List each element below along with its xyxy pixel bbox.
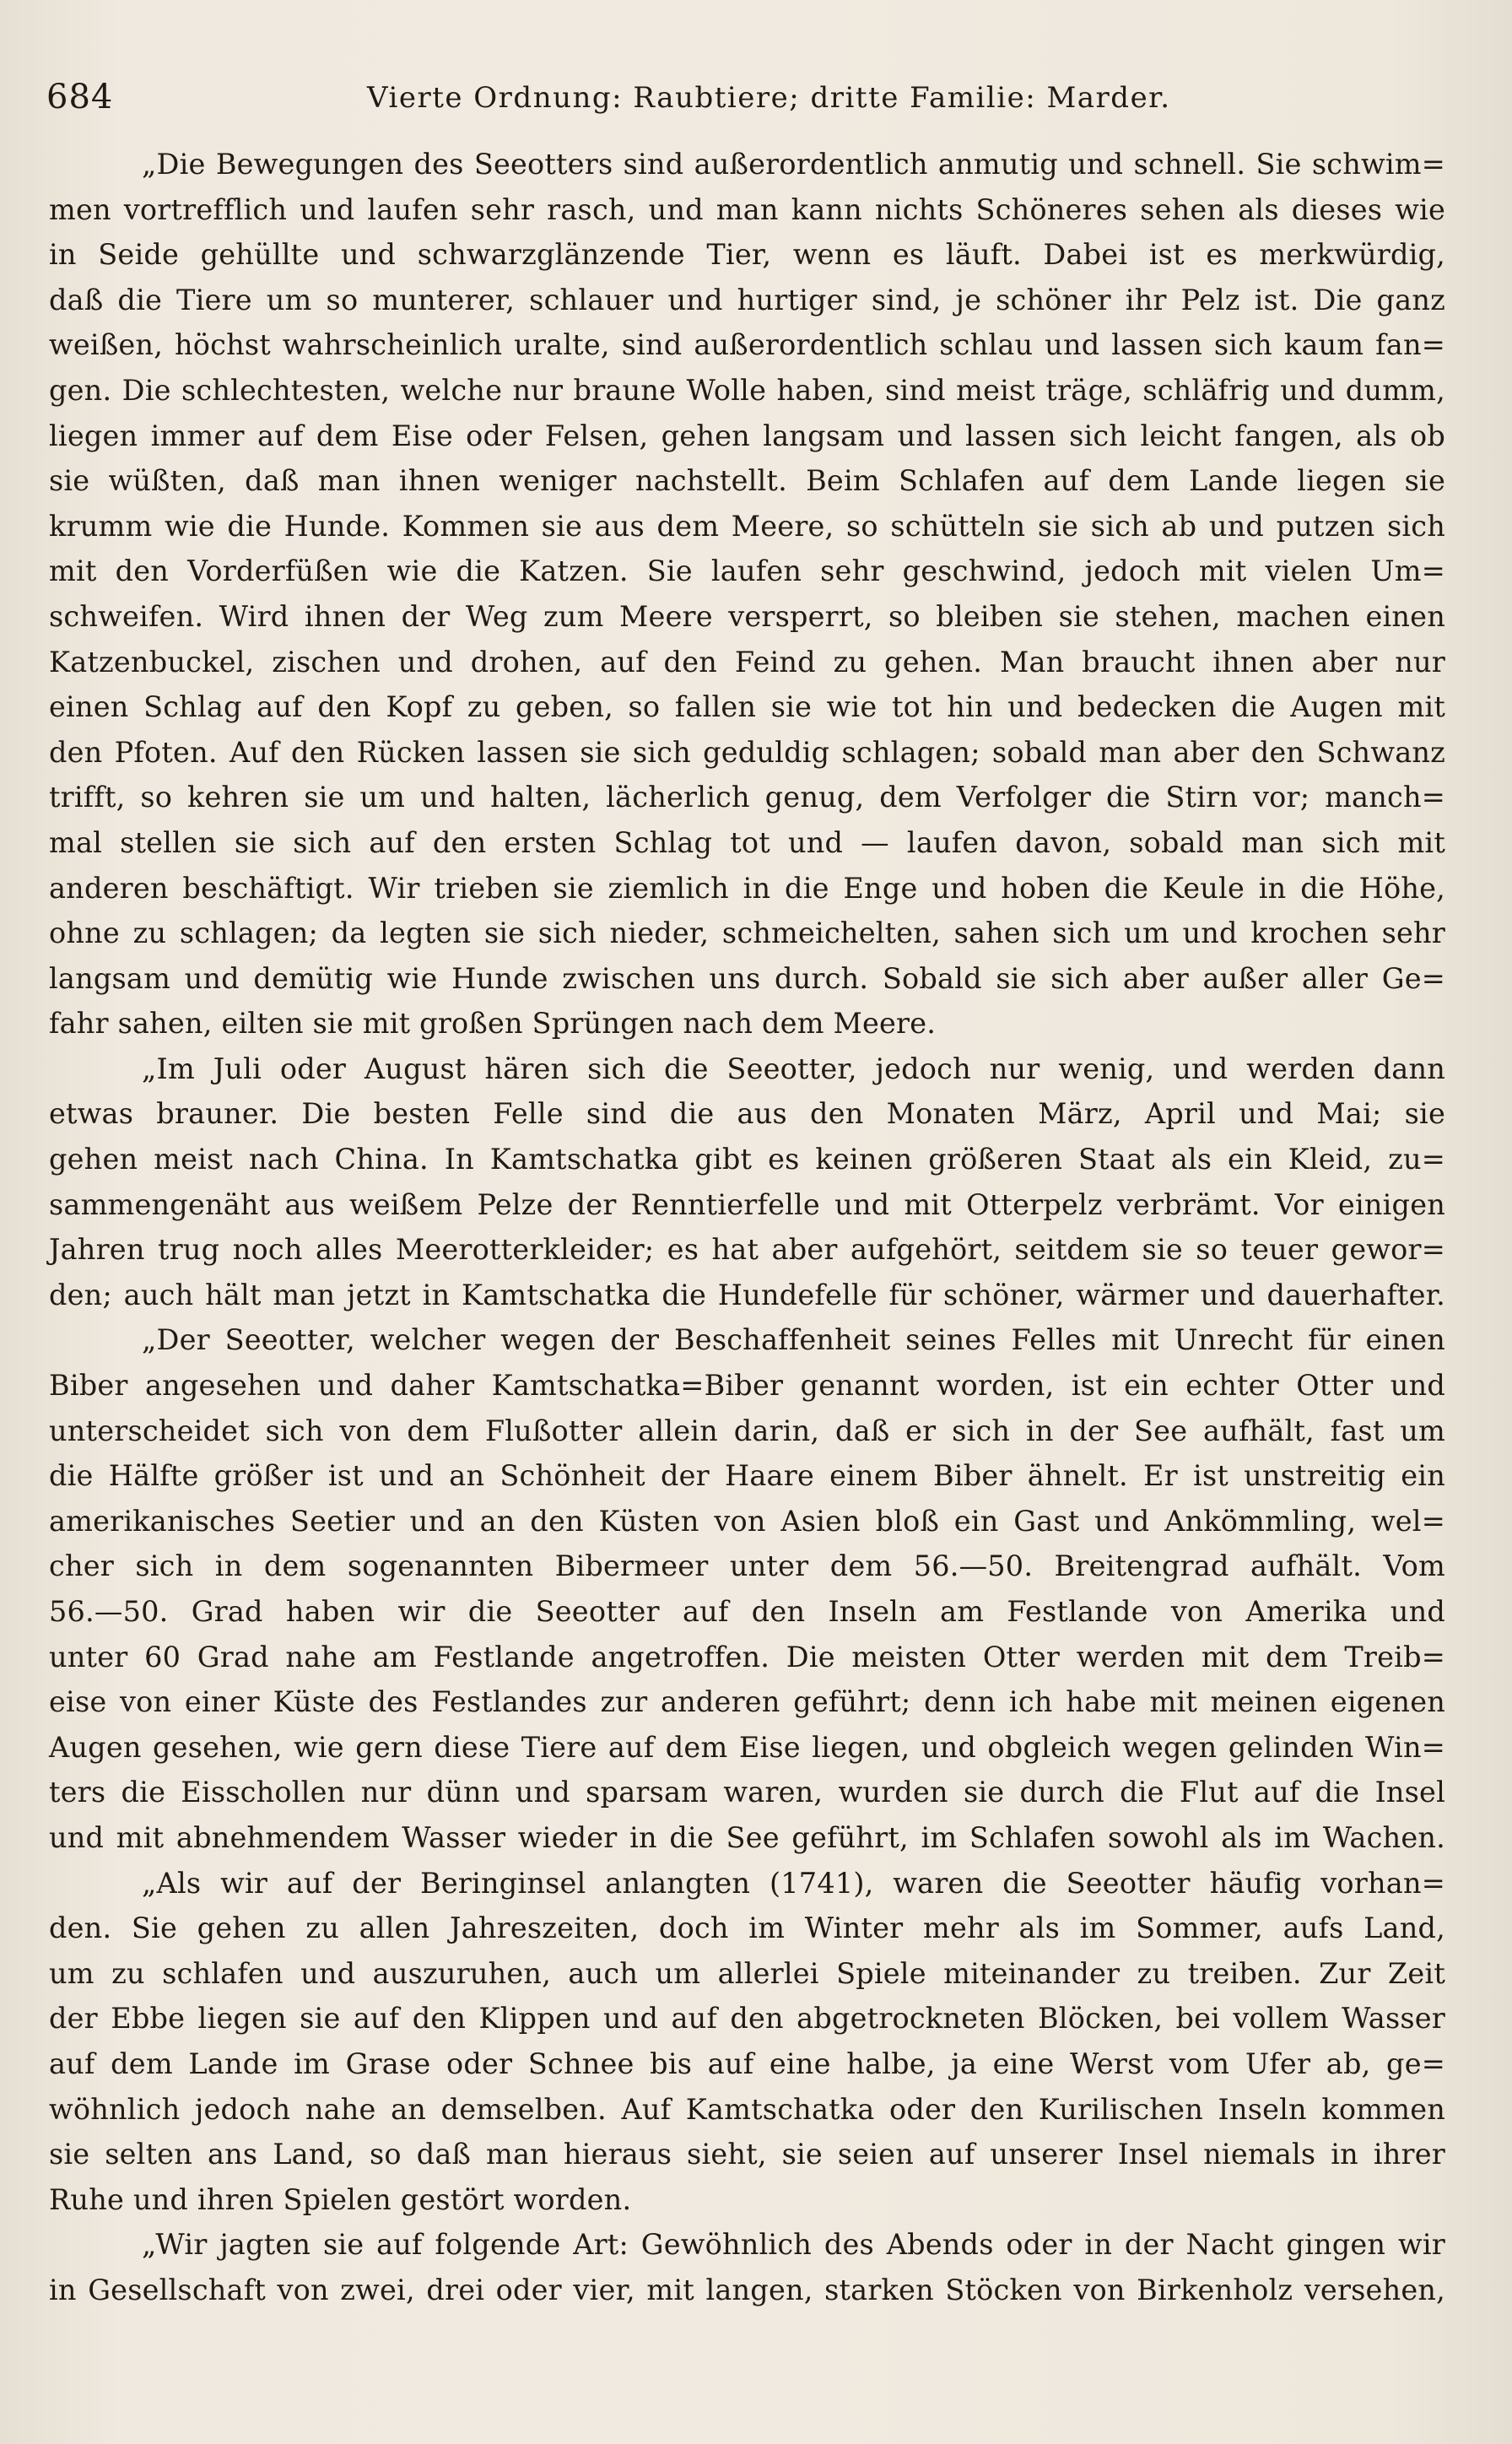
text-line: cher sich in dem sogenannten Bibermeer unter dem 56.—50. Breitengrad aufhält. Vom <box>49 1549 1445 1583</box>
text-line: „Der Seeotter, welcher wegen der Beschaffenheit seines Felles mit Unrecht für einen <box>142 1323 1445 1357</box>
text-line: den; auch hält man jetzt in Kamtschatka die Hundefelle für schöner, wärmer und dauerhafter. <box>49 1278 1445 1311</box>
text-line: amerikanisches Seetier und an den Küsten von Asien bloß ein Gast und Ankömmling, wel= <box>49 1504 1445 1538</box>
text-line: daß die Tiere um so munterer, schlauer und hurtiger sind, je schöner ihr Pelz ist. Die ganz <box>49 283 1445 316</box>
text-line: und mit abnehmendem Wasser wieder in die See geführt, im Schlafen sowohl als im Wachen. <box>49 1820 1445 1854</box>
text-line: die Hälfte größer ist und an Schönheit der Haare einem Biber ähnelt. Er ist unstreitig ein <box>49 1459 1445 1493</box>
text-line: gehen meist nach China. In Kamtschatka gibt es keinen größeren Staat als ein Kleid, zu= <box>49 1143 1445 1176</box>
text-line: der Ebbe liegen sie auf den Klippen und auf den abgetrockneten Blöcken, bei vollem Wasser <box>49 2002 1445 2036</box>
text-line: 56.—50. Grad haben wir die Seeotter auf den Inseln am Festlande von Amerika und <box>49 1595 1445 1628</box>
text-line: eise von einer Küste des Festlandes zur anderen geführt; denn ich habe mit meinen eigenen <box>49 1685 1445 1719</box>
text-line: anderen beschäftigt. Wir trieben sie ziemlich in die Enge und hoben die Keule in die Höhe, <box>49 871 1445 905</box>
text-line: auf dem Lande im Grase oder Schnee bis auf eine halbe, ja eine Werst vom Ufer ab, ge= <box>49 2047 1445 2080</box>
text-line: sie selten ans Land, so daß man hieraus sieht, sie seien auf unserer Insel niemals in ihrer <box>49 2138 1445 2171</box>
text-line: um zu schlafen und auszuruhen, auch um allerlei Spiele miteinander zu treiben. Zur Zeit <box>49 1956 1445 1990</box>
text-line: schweifen. Wird ihnen der Weg zum Meere versperrt, so bleiben sie stehen, machen einen <box>49 599 1445 633</box>
text-line: etwas brauner. Die besten Felle sind die aus den Monaten März, April und Mai; sie <box>49 1097 1445 1131</box>
text-line: gen. Die schlechtesten, welche nur braune Wolle haben, sind meist träge, schläfrig und dumm, <box>49 373 1445 407</box>
text-line: „Die Bewegungen des Seeotters sind außerordentlich anmutig und schnell. Sie schwim= <box>142 148 1445 181</box>
text-line: fahr sahen, eilten sie mit großen Sprüngen nach dem Meere. <box>49 1007 937 1041</box>
page-header <box>46 78 1443 128</box>
page-number: 684 <box>46 78 114 116</box>
text-line: Katzenbuckel, zischen und drohen, auf den Feind zu gehen. Man braucht ihnen aber nur <box>49 645 1445 679</box>
text-line: sammengenäht aus weißem Pelze der Renntierfelle und mit Otterpelz verbrämt. Vor einigen <box>49 1187 1445 1221</box>
body-text <box>49 142 1445 2313</box>
text-line: „Wir jagten sie auf folgende Art: Gewöhnlich des Abends oder in der Nacht gingen wir <box>142 2228 1445 2262</box>
text-line: „Als wir auf der Beringinsel anlangten (1741), waren die Seeotter häufig vorhan= <box>142 1866 1445 1900</box>
text-line: sie wüßten, daß man ihnen weniger nachstellt. Beim Schlafen auf dem Lande liegen sie <box>49 464 1445 498</box>
text-line: liegen immer auf dem Eise oder Felsen, gehen langsam und lassen sich leicht fangen, als ob <box>49 419 1445 452</box>
text-line: in Seide gehüllte und schwarzglänzende Tier, wenn es läuft. Dabei ist es merkwürdig, <box>49 238 1445 272</box>
text-line: mit den Vorderfüßen wie die Katzen. Sie laufen sehr geschwind, jedoch mit vielen Um= <box>49 554 1445 588</box>
text-line: ters die Eisschollen nur dünn und sparsam waren, wurden sie durch die Flut auf die Insel <box>49 1776 1445 1809</box>
text-line: „Im Juli oder August hären sich die Seeotter, jedoch nur wenig, und werden dann <box>142 1052 1445 1085</box>
text-line: einen Schlag auf den Kopf zu geben, so fallen sie wie tot hin und bedecken die Augen mit <box>49 690 1445 724</box>
text-line: den. Sie gehen zu allen Jahreszeiten, doch im Winter mehr als im Sommer, aufs Land, <box>49 1911 1445 1945</box>
text-line: Biber angesehen und daher Kamtschatka=Biber genannt worden, ist ein echter Otter und <box>49 1369 1445 1403</box>
text-line: den Pfoten. Auf den Rücken lassen sie sich geduldig schlagen; sobald man aber den Schwanz <box>49 735 1445 769</box>
text-line: ohne zu schlagen; da legten sie sich nieder, schmeichelten, sahen sich um und krochen sehr <box>49 916 1445 950</box>
text-line: trifft, so kehren sie um und halten, lächerlich genug, dem Verfolger die Stirn vor; manch= <box>49 781 1445 814</box>
text-line: unter 60 Grad nahe am Festlande angetroffen. Die meisten Otter werden mit dem Treib= <box>49 1640 1445 1673</box>
text-line: wöhnlich jedoch nahe an demselben. Auf Kamtschatka oder den Kurilischen Inseln kommen <box>49 2092 1445 2126</box>
text-line: men vortrefflich und laufen sehr rasch, und man kann nichts Schöneres sehen als dieses wie <box>49 192 1445 226</box>
text-line: mal stellen sie sich auf den ersten Schlag tot und — laufen davon, sobald man sich mit <box>49 825 1445 859</box>
text-line: Augen gesehen, wie gern diese Tiere auf dem Eise liegen, und obgleich wegen gelinden Win= <box>49 1730 1445 1764</box>
running-head: Vierte Ordnung: Raubtiere; dritte Familie: Marder. <box>367 81 1171 115</box>
text-line: langsam und demütig wie Hunde zwischen uns durch. Sobald sie sich aber außer aller Ge= <box>49 961 1445 995</box>
text-line: Ruhe und ihren Spielen gestört worden. <box>49 2182 632 2216</box>
text-line: unterscheidet sich von dem Flußotter allein darin, daß er sich in der See aufhält, fast um <box>49 1414 1445 1447</box>
text-line: in Gesellschaft von zwei, drei oder vier, mit langen, starken Stöcken von Birkenholz versehen, <box>49 2273 1445 2306</box>
text-line: weißen, höchst wahrscheinlich uralte, sind außerordentlich schlau und lassen sich kaum fan= <box>49 328 1445 362</box>
text-line: krumm wie die Hunde. Kommen sie aus dem Meere, so schütteln sie sich ab und putzen sich <box>49 509 1445 543</box>
text-line: Jahren trug noch alles Meerotterkleider; es hat aber aufgehört, seitdem sie so teuer gewor= <box>49 1233 1445 1267</box>
